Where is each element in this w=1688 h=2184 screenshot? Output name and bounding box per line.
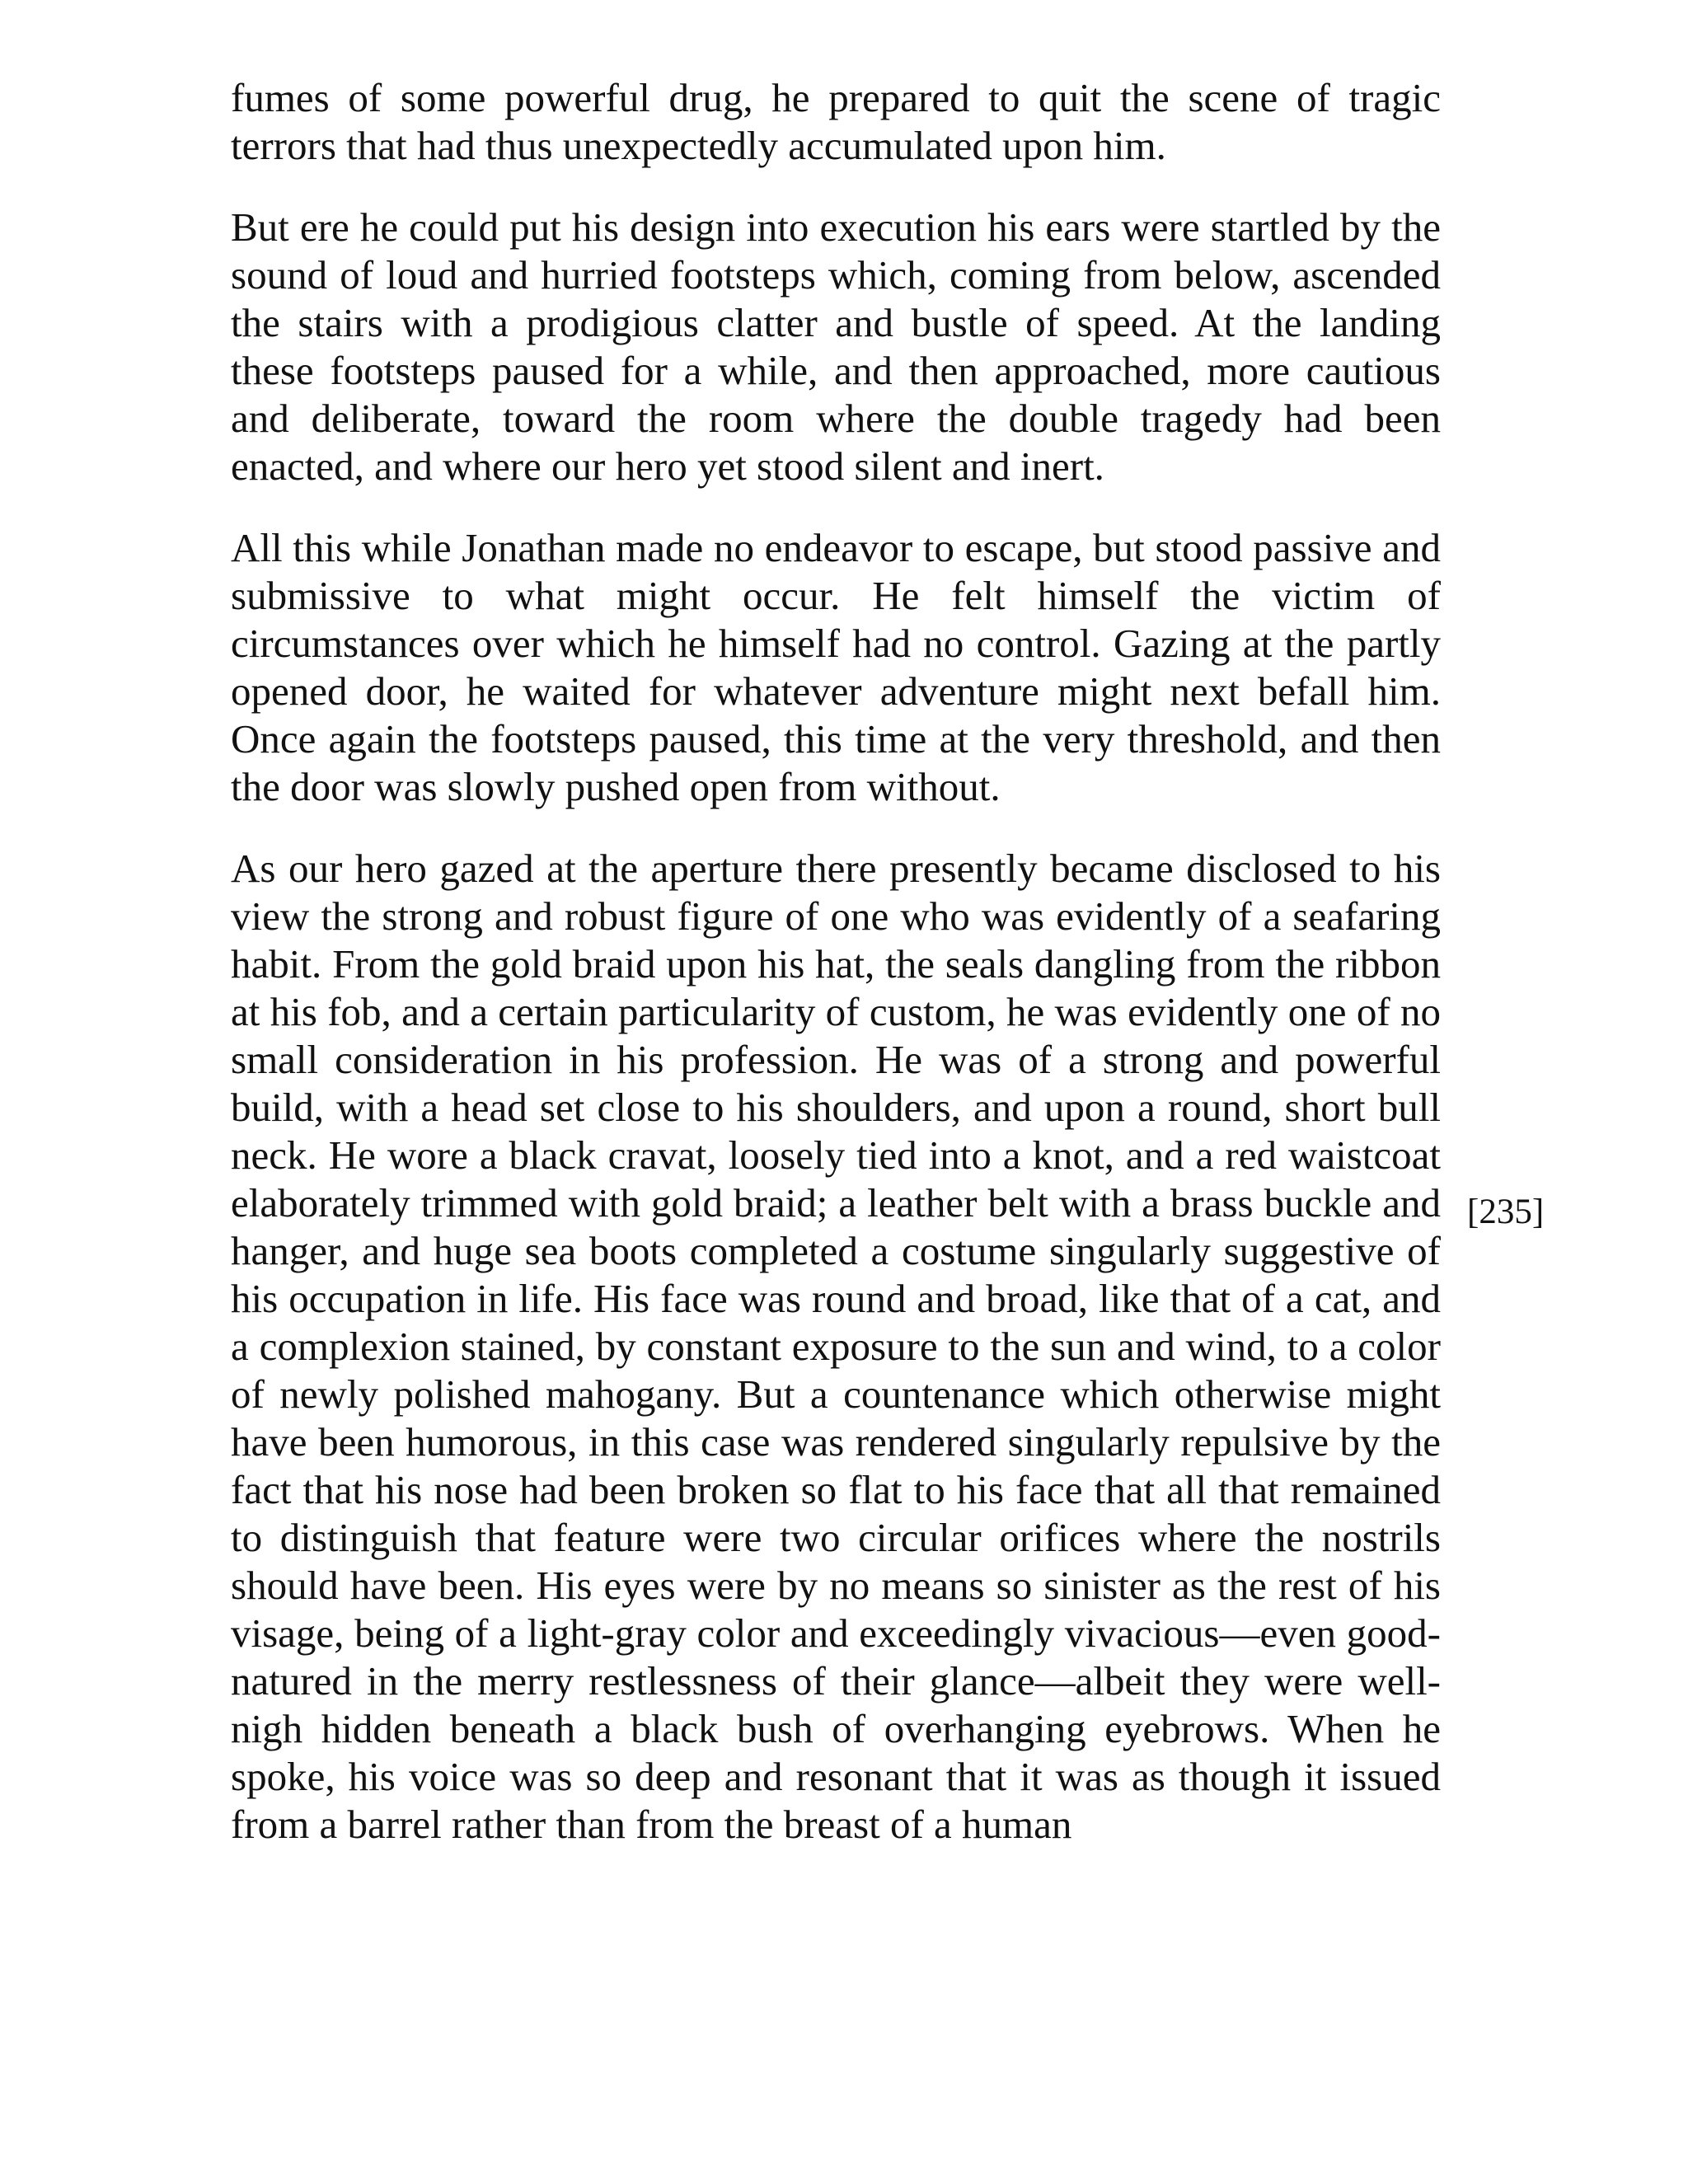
paragraph-4: As our hero gazed at the aperture there presently became disclosed to his view the strong and robust figure of one who was evidently of a seafaring habit. From the gold braid upon his hat, the seals dangling from the ribbon at his fob, and a certain particularity of custom, he was evidently one of no small consideration in his profession. He was of a strong and powerful build, with a head set close to his shoulders, and upon a round, short bull neck. He wore a black cravat, loosely tied into a knot, and a red waistcoat elaborately trimmed with gold braid; a leather belt with a brass buckle and hanger, and huge sea boots completed a costume singularly suggestive of his occupation in life. His face was round and broad, like that of a cat, and a complexion stained, by constant exposure to the sun and wind, to a color of newly polished mahogany. But a countenance which otherwise might have been humorous, in this case was rendered singularly repulsive by the fact that his nose had been broken so flat to his face that all that remained to distinguish that feature were two circular orifices where the nostrils should have been. His eyes were by no means so sinister as the rest of his visage, being of a light-gray color and exceedingly vivacious—even good-natured in the merry restlessness of their glance—albeit they were well-nigh hidden beneath a black bush of overhanging eyebrows. When he spoke, his voice was so deep and resonant that it was as though it issued from a barrel rather than from the breast of a human (231, 846, 1441, 1847)
paragraph-1: fumes of some powerful drug, he prepared to quit the scene of tragic terrors that had thus unexpectedly accumulated upon him. (231, 75, 1441, 168)
paragraph-3: All this while Jonathan made no endeavor to escape, but stood passive and submissive to what might occur. He felt himself the victim of circumstances over which he himself had no control. Gazing at the partly opened door, he waited for whatever adventure might next befall him. Once again the footsteps paused, this time at the very threshold, and then the door was slowly pushed open from without. (231, 525, 1441, 809)
page-number-marker: [235] (1467, 1193, 1545, 1231)
paragraph-2: But ere he could put his design into execution his ears were startled by the sound of loud and hurried footsteps which, coming from below, ascended the stairs with a prodigious clatter and bustle of speed. At the landing these footsteps paused for a while, and then approached, more cautious and deliberate, toward the room where the double tragedy had been enacted, and where our hero yet stood silent and inert. (231, 204, 1441, 489)
body-text (231, 74, 1441, 1849)
